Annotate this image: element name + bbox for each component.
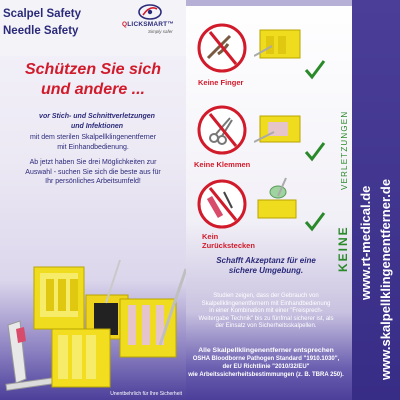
- standards-line-2: OSHA Bloodborne Pathogen Standard "1910.1030",: [192, 356, 340, 362]
- paragraph-2-line-2: Auswahl - suchen Sie sich die beste aus für: [25, 168, 161, 176]
- studies-line-1: Studien zeigen, dass der Gebrauch von: [213, 293, 319, 299]
- middle-top-bar: [186, 0, 352, 6]
- check-icon-1: [304, 58, 326, 80]
- paragraph-2: [0, 158, 186, 187]
- studies-paragraph: [188, 293, 344, 331]
- left-footer: Unentbehrlich für Ihre Sicherheit: [110, 391, 182, 397]
- no-recapping-icon: [196, 178, 248, 230]
- subheadline-line-2: und Infektionen: [70, 123, 124, 130]
- paragraph-1-line-1: mit dem sterilen Skalpellklingenentferner: [29, 134, 157, 141]
- subheadline-line-1: vor Stich- und Schnittverletzungen: [39, 113, 155, 120]
- keine-verletzungen-vertical: [336, 40, 350, 290]
- logo-rest: LICKSMART™: [127, 21, 175, 28]
- brand-line-needle: Needle Safety: [3, 25, 79, 37]
- brand-line-scalpel: Scalpel Safety: [3, 8, 81, 20]
- left-text: [0, 60, 186, 187]
- product-remover-left: [34, 267, 84, 329]
- label-no-fingers: Keine Finger: [198, 78, 244, 87]
- check-icon-3: [304, 210, 326, 232]
- label-no-clamps: Keine Klemmen: [194, 160, 251, 169]
- paragraph-1: [0, 133, 186, 152]
- row3-product-icon: [256, 176, 300, 222]
- paragraph-2-line-1: Ab jetzt haben Sie drei Möglichkeiten zur: [29, 159, 157, 166]
- acceptance-heading-line-2: sichere Umgebung.: [228, 266, 304, 275]
- label-no-recapping: [202, 232, 255, 250]
- standards-paragraph: [188, 347, 344, 379]
- check-icon-2: [304, 140, 326, 162]
- logo-mark-icon: [138, 4, 162, 20]
- no-fingers-icon: [196, 22, 248, 74]
- standards-line-3: der EU Richtlinie "2010/32/EU": [222, 364, 310, 370]
- row2-product-icon: [254, 110, 302, 146]
- left-header: [0, 0, 186, 56]
- product-remover-right: [120, 269, 186, 357]
- label-no-recapping-line-1: Kein: [202, 232, 219, 241]
- qlicksmart-logo: [118, 4, 184, 38]
- middle-panel: [186, 0, 352, 400]
- paragraph-2-line-3: Ihr persönliches Arbeitsumfeld!: [45, 178, 141, 185]
- headline: [0, 60, 186, 100]
- headline-line-2: und andere ...: [40, 81, 145, 98]
- product-scalpel: [6, 321, 56, 390]
- left-panel: [0, 0, 186, 400]
- logo-name: [122, 21, 174, 28]
- brand-lines: [3, 6, 81, 40]
- studies-line-4: Weitergabe Technik" bis zu fünfmal sicherer ist, als: [198, 315, 334, 322]
- paragraph-1-line-2: mit Einhandbedienung.: [57, 143, 129, 151]
- url-rt-medical[interactable]: www.rt-medical.de: [358, 185, 373, 300]
- right-panel: [352, 0, 400, 400]
- no-clamps-icon: [196, 104, 248, 156]
- acceptance-heading-line-1: Schafft Akzeptanz für eine: [216, 256, 316, 265]
- studies-line-3: in einer Kombination mit einer "Freisprech-: [209, 308, 323, 314]
- subheadline: [0, 112, 186, 132]
- studies-line-5: der Einsatz von Sicherheitsskalpellen.: [215, 323, 317, 329]
- product-photo: [0, 255, 186, 395]
- label-no-recapping-line-2: Zurückstecken: [202, 241, 255, 250]
- logo-tagline: Simply safer: [148, 29, 173, 34]
- vertical-keine: KEINE: [336, 225, 350, 272]
- row1-product-icon: [254, 26, 302, 62]
- url-skalpellklingenentferner[interactable]: www.skalpellklingenentferner.de: [378, 178, 393, 380]
- studies-line-2: Skalpellklingenentfernern mit Einhandbedienung: [201, 300, 331, 307]
- standards-line-4: wie Arbeitssicherheitsbestimmungen (z. B. TBRA 250).: [188, 372, 344, 378]
- vertical-verletzungen: VERLETZUNGEN: [340, 110, 349, 190]
- product-remover-front: [52, 329, 110, 387]
- headline-line-1: Schützen Sie sich: [24, 61, 162, 78]
- logo-q: Q: [122, 21, 128, 28]
- standards-line-1: Alle Skalpellklingenentferner entsprechen: [198, 347, 334, 354]
- acceptance-heading: [186, 256, 346, 276]
